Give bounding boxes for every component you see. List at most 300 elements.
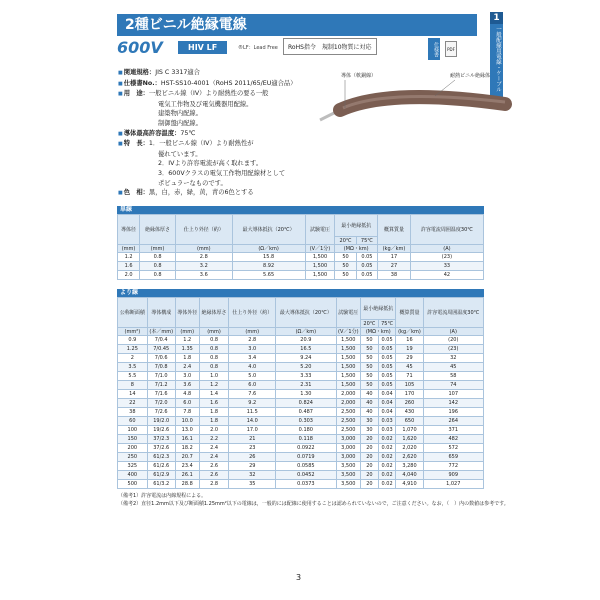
table-cell: 7/0.45 [147,345,175,354]
insulation-label: 耐熱ビニル絶縁体 [450,73,491,79]
col-header: 絶縁体厚さ [140,215,176,245]
table-cell: 1,500 [336,381,361,390]
table-cell: 7/2.6 [147,408,175,417]
table-cell: 3.5 [118,363,148,372]
table-cell: 1,500 [336,363,361,372]
table-cell: 650 [396,417,423,426]
table-row [118,253,484,262]
table-cell: 7/0.4 [147,336,175,345]
table-cell: 37/2.3 [147,435,175,444]
table-cell: 50 [361,336,379,345]
table-cell: 400 [118,471,148,480]
table-cell: 1.30 [276,390,336,399]
table-cell: 3.4 [229,354,276,363]
table-cell: 7/2.0 [147,399,175,408]
spec-row [118,179,318,189]
table-cell: 29 [396,354,423,363]
table-cell: 1.35 [175,345,199,354]
sub-header: 20℃ [361,320,379,328]
table-cell: 74 [423,381,483,390]
table-cell: 0.04 [378,408,396,417]
table-cell: 430 [396,408,423,417]
table-cell: 0.180 [276,426,336,435]
table-cell: 4,910 [396,480,423,489]
unit-cell: (mm) [229,328,276,336]
table-cell: 60 [118,417,148,426]
col-header: 最小絶縁抵抗 [335,215,378,237]
table-cell: 0.05 [356,253,377,262]
unit-cell: (mm²) [118,328,148,336]
col-header: 最大導体抵抗（20℃） [276,298,336,328]
table-cell: 3.6 [175,271,232,280]
table-cell: 1.2 [118,253,140,262]
table-cell: 40 [361,399,379,408]
notes [118,492,509,508]
sub-header: 75℃ [378,320,396,328]
table-cell: 6.0 [229,381,276,390]
table-cell: 71 [396,372,423,381]
table-cell: 2,500 [336,417,361,426]
table-cell: 2.8 [229,336,276,345]
table-row [118,399,484,408]
table-cell: 0.05 [378,345,396,354]
table-cell: 0.03 [378,426,396,435]
table-cell: 38 [378,271,411,280]
table-cell: 20 [361,462,379,471]
table-cell: 3.0 [229,345,276,354]
table-cell: 500 [118,480,148,489]
voltage-rating: 600V [117,38,163,57]
table-row [118,426,484,435]
table-cell: 1.4 [199,390,229,399]
table-cell: 3.6 [175,381,199,390]
table-cell: 14 [118,390,148,399]
unit-cell: (mm) [175,328,199,336]
table-cell: 142 [423,399,483,408]
table-cell: 20.9 [276,336,336,345]
table-cell: 38 [118,408,148,417]
table-cell: 150 [118,435,148,444]
table-cell: 8.92 [232,262,305,271]
table-row [118,444,484,453]
table-cell: 2.4 [199,453,229,462]
unit-cell: (MΩ・km) [361,328,396,336]
table-cell: 20 [361,435,379,444]
table-cell: 2,500 [336,426,361,435]
page-title: 2種ビニル絶縁電線 [117,14,477,36]
stranded-wire-table [117,297,484,489]
pdf-icon[interactable]: PDF [445,41,457,57]
col-header: 試験電圧 [336,298,361,328]
table-row [118,471,484,480]
table-cell: 0.487 [276,408,336,417]
spec-row [118,89,318,100]
table-cell: (23) [410,253,483,262]
spec-label: ■ 仕様書No.： [118,79,161,90]
table-cell: 772 [423,462,483,471]
spec-value: 黒，白，赤，緑，黄，青の6色とする [148,189,254,197]
spec-label: ■ 特 長： [118,139,149,150]
table-cell: 17 [378,253,411,262]
table-cell: 7.8 [175,408,199,417]
table-cell: 0.02 [378,462,396,471]
table-cell: 2 [118,354,148,363]
table-cell: 30 [361,426,379,435]
table-cell: 26.1 [175,471,199,480]
table-cell: 0.8 [199,336,229,345]
table-cell: 50 [335,271,356,280]
table-cell: 26 [229,453,276,462]
table-cell: 16 [396,336,423,345]
col-header: 最小絶縁抵抗 [361,298,396,320]
table-cell: 7/1.2 [147,381,175,390]
spec-value: JIS C 3317適合 [155,69,200,76]
table-row [118,417,484,426]
col-header: 許容電流周囲温度30℃ [410,215,483,245]
table-cell: 50 [335,262,356,271]
table-cell: 0.02 [378,471,396,480]
col-header: 概算質量 [396,298,423,328]
table-cell: 50 [361,345,379,354]
spec-row [118,129,318,140]
table-cell: 61/2.3 [147,453,175,462]
spec-row [118,139,318,150]
table-cell: 1.8 [199,408,229,417]
table-row [118,453,484,462]
spec-row [118,119,318,129]
spec-row [118,169,318,179]
single-wire-section [117,206,484,280]
table-cell: 30 [361,417,379,426]
spec-label: ■ 用 途： [118,89,149,100]
table-cell: 32 [423,354,483,363]
table-cell: 0.9 [118,336,148,345]
table-cell: 100 [118,426,148,435]
table-row [118,345,484,354]
page-number: 3 [296,573,302,582]
table-cell: 32 [229,471,276,480]
table-row [118,462,484,471]
table-cell: 1,500 [305,262,335,271]
table-row [118,363,484,372]
table-cell: 1.2 [199,381,229,390]
spec-value: 建築物内配線。 [158,110,203,118]
table-cell: 0.8 [140,271,176,280]
table-cell: 0.03 [378,417,396,426]
table-cell: 0.8 [140,253,176,262]
table-cell: 23.4 [175,462,199,471]
table-cell: 0.05 [378,363,396,372]
sub-header: 75℃ [356,237,377,245]
table-row [118,354,484,363]
table-cell: 1.0 [199,372,229,381]
table-cell: 1,070 [396,426,423,435]
table-cell: 0.05 [378,381,396,390]
table-cell: 3,000 [336,444,361,453]
spec-row [118,100,318,110]
table-cell: 20 [361,453,379,462]
table-cell: 3,500 [336,480,361,489]
unit-cell: (kg／km) [378,245,411,253]
table-cell: 1.25 [118,345,148,354]
spec-row [118,159,318,169]
table-cell: 0.0922 [276,444,336,453]
table-cell: 0.05 [356,262,377,271]
table-cell: 19/2.6 [147,426,175,435]
table-cell: 572 [423,444,483,453]
stranded-wire-heading: より線 [117,289,484,297]
spec-row [118,109,318,119]
table-cell: 1.2 [175,336,199,345]
table-cell: 23 [229,444,276,453]
table-cell: 2.8 [199,480,229,489]
table-cell: 482 [423,435,483,444]
spec-row [118,150,318,160]
table-cell: 27 [378,262,411,271]
table-cell: 45 [423,363,483,372]
table-cell: 4.0 [229,363,276,372]
table-cell: 45 [396,363,423,372]
spec-row [118,68,318,79]
table-cell: 371 [423,426,483,435]
table-cell: 50 [361,372,379,381]
table-cell: 18.2 [175,444,199,453]
table-row [118,408,484,417]
lead-free-note: ®LF：Lead Free [238,45,278,51]
table-cell: 4,040 [396,471,423,480]
spec-label: ■ 色 相： [118,188,149,199]
col-header: 導体径 [118,215,140,245]
table-cell: 20 [361,444,379,453]
table-cell: 0.02 [378,480,396,489]
table-cell: 3,000 [336,453,361,462]
unit-cell: (A) [423,328,483,336]
unit-cell: (mm) [118,245,140,253]
col-header: 試験電圧 [305,215,335,245]
table-cell: 2,000 [336,390,361,399]
table-row [118,480,484,489]
table-row [118,381,484,390]
table-cell: 15.8 [232,253,305,262]
table-cell: 1,500 [336,336,361,345]
table-cell: 107 [423,390,483,399]
table-cell: 7/0.8 [147,363,175,372]
table-cell: (23) [423,345,483,354]
table-cell: 42 [410,271,483,280]
table-cell: 1.8 [175,354,199,363]
table-row [118,336,484,345]
spec-value: 一般ビニル線（IV）より耐熱性の要る一般 [148,90,269,98]
unit-cell: (Ω／km) [232,245,305,253]
col-header: 仕上り外径（約） [175,215,232,245]
col-header: 許容電流周囲温度30℃ [423,298,483,328]
spec-value: 75℃ [180,129,196,137]
col-header: 導体構成 [147,298,175,328]
spec-value: HST-SS10-4001（RoHS 2011/65/EU適合品） [160,79,297,87]
table-cell: 14.0 [229,417,276,426]
table-cell: 22 [118,399,148,408]
table-cell: 1.6 [118,262,140,271]
table-cell: 0.8 [199,345,229,354]
table-cell: 7/1.0 [147,372,175,381]
stranded-wire-section [117,289,484,489]
table-cell: 0.05 [378,372,396,381]
table-cell: 105 [396,381,423,390]
col-header: 仕上り外径（約） [229,298,276,328]
table-cell: 29 [229,462,276,471]
spec-list [118,68,318,199]
side-tab-number: 1 [490,12,503,24]
table-cell: 20.7 [175,453,199,462]
table-cell: 0.0373 [276,480,336,489]
table-cell: 3,280 [396,462,423,471]
table-cell: 3.33 [276,372,336,381]
col-header: 概算質量 [378,215,411,245]
table-cell: 659 [423,453,483,462]
unit-cell: (本／mm) [147,328,175,336]
table-cell: 0.04 [378,390,396,399]
table-cell: 909 [423,471,483,480]
table-cell: 0.04 [378,399,396,408]
table-cell: 0.02 [378,444,396,453]
spec-value: ポピュラーなものです。 [158,179,227,187]
table-cell: (20) [423,336,483,345]
table-cell: 40 [361,390,379,399]
table-cell: 196 [423,408,483,417]
table-cell: 58 [423,372,483,381]
table-cell: 2.31 [276,381,336,390]
table-cell: 37/2.6 [147,444,175,453]
table-cell: 2,000 [336,399,361,408]
table-cell: 20 [361,471,379,480]
table-cell: 9.2 [229,399,276,408]
table-cell: 0.0452 [276,471,336,480]
table-row [118,271,484,280]
table-cell: 13.0 [175,426,199,435]
side-tab-label: 一般配線用電線・ケーブル [495,26,501,92]
table-cell: 0.02 [378,435,396,444]
table-cell: 11.5 [229,408,276,417]
table-cell: 250 [118,453,148,462]
table-cell: 7/1.6 [147,390,175,399]
table-cell: 0.824 [276,399,336,408]
unit-cell: (mm) [199,328,229,336]
table-cell: 0.05 [378,336,396,345]
table-cell: 17.0 [229,426,276,435]
table-cell: 2.6 [199,462,229,471]
table-cell: 1,500 [336,354,361,363]
table-cell: 61/3.2 [147,480,175,489]
unit-cell: (A) [410,245,483,253]
spec-label: ■ 導体最高許容温度： [118,129,180,140]
table-cell: 1,500 [336,345,361,354]
table-cell: 2.6 [199,471,229,480]
table-cell: 7.6 [229,390,276,399]
table-row [118,390,484,399]
spec-value: 2．IVより許容電流が高く取れます。 [158,160,263,168]
spec-value: 3．600Vクラスの電気工作物用配線材として [158,169,286,177]
table-cell: 2.0 [199,426,229,435]
spec-sheet-link[interactable]: 仕様書 [428,38,440,60]
spec-value: 1．一般ビニル線（IV）より耐熱性が [148,140,254,148]
table-cell: 5.5 [118,372,148,381]
unit-cell: (mm) [175,245,232,253]
table-row [118,372,484,381]
table-cell: 3.0 [175,372,199,381]
table-cell: 2.4 [175,363,199,372]
table-cell: 1,027 [423,480,483,489]
rohs-badge: RoHS指令 規制10物質に対応 [283,38,377,55]
table-cell: 325 [118,462,148,471]
table-cell: 50 [361,381,379,390]
table-cell: 50 [361,363,379,372]
table-cell: 50 [335,253,356,262]
table-cell: 33 [410,262,483,271]
table-cell: 0.05 [378,354,396,363]
table-cell: 19 [396,345,423,354]
col-header: 絶縁体厚さ [199,298,229,328]
spec-value: 優れています。 [158,150,202,158]
product-code-badge: HIV LF [178,41,227,54]
table-cell: 19/2.0 [147,417,175,426]
table-cell: 28.8 [175,480,199,489]
table-cell: 9.24 [276,354,336,363]
table-cell: 0.05 [356,271,377,280]
table-cell: 3,500 [336,471,361,480]
table-cell: 0.02 [378,453,396,462]
table-cell: 4.8 [175,390,199,399]
table-cell: 2.2 [199,435,229,444]
table-cell: 16.5 [276,345,336,354]
table-cell: 50 [361,354,379,363]
unit-cell: (kg／km) [396,328,423,336]
note-2: （備考2）直径1.2mm以下及び断面積1.25mm²以下の電線は，一般的には配線に使用することは認められていないので，ご注意ください。なお，（ ）内の数値は参考です。 [118,501,509,507]
table-cell: 0.0585 [276,462,336,471]
conductor-label: 導体（軟銅線） [341,73,377,79]
table-cell: 10.0 [175,417,199,426]
table-cell: 1.8 [199,417,229,426]
table-cell: 0.8 [140,262,176,271]
table-cell: 0.8 [199,363,229,372]
table-cell: 0.0719 [276,453,336,462]
table-cell: 0.118 [276,435,336,444]
spec-value: 制御盤内配線。 [158,119,203,127]
table-cell: 170 [396,390,423,399]
table-cell: 6.0 [175,399,199,408]
table-cell: 21 [229,435,276,444]
table-cell: 8 [118,381,148,390]
table-cell: 200 [118,444,148,453]
single-wire-table [117,214,484,280]
table-cell: 3,000 [336,435,361,444]
table-cell: 7/0.6 [147,354,175,363]
unit-cell: (MΩ・km) [335,245,378,253]
table-cell: 61/2.6 [147,462,175,471]
table-cell: 264 [423,417,483,426]
table-cell: 35 [229,480,276,489]
unit-cell: (mm) [140,245,176,253]
table-cell: 3.2 [175,262,232,271]
table-cell: 2,620 [396,453,423,462]
table-cell: 2,500 [336,408,361,417]
table-cell: 0.8 [199,354,229,363]
table-cell: 1,500 [305,271,335,280]
table-cell: 260 [396,399,423,408]
cable-icon [315,70,525,140]
table-cell: 61/2.9 [147,471,175,480]
spec-value: 電気工作物及び電気機器用配線。 [158,100,253,108]
single-wire-heading: 単線 [117,206,484,214]
